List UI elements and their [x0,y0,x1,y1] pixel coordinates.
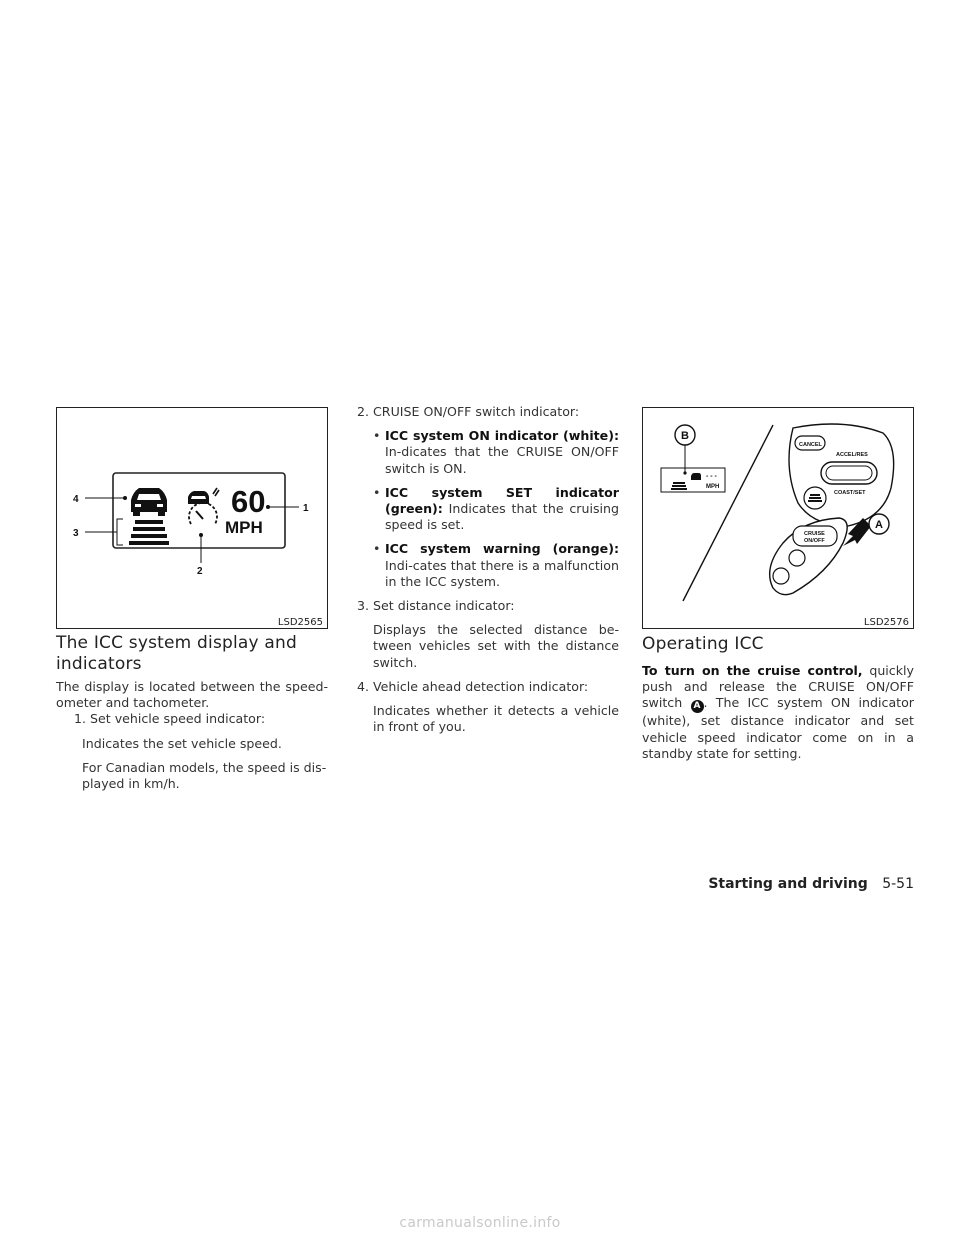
cruise-switch-illustration [643,408,913,628]
callout-a: A [875,519,883,531]
bullet-warning-text: Indi-cates that there is a malfunction in the ICC system. [385,557,619,589]
item-1-label: 1. Set vehicle speed indicator: [74,711,266,727]
intro-paragraph: The display is located between the speed-ometer and tachometer. [56,679,328,711]
figure-code-2: LSD2576 [863,617,909,628]
cancel-label: CANCEL [799,442,822,448]
item-2-label: 2. CRUISE ON/OFF switch indicator: [357,404,580,419]
vehicle-ahead-icon [131,488,167,516]
callout-1: 1 [303,503,309,514]
accel-res-label: ACCEL/RES [836,452,868,458]
mini-dashes: - - - [706,473,717,480]
section-title-operating-icc: Operating ICC [642,634,764,654]
operating-paragraph [642,663,914,762]
item-4-label: 4. Vehicle ahead detection indicator: [357,678,589,694]
operating-text-1: quickly push and release the CRUISE ON/OFF switch [642,663,914,711]
page-number: 5-51 [882,876,914,892]
bullet-warning-title: ICC system warning (orange): [385,541,619,557]
coast-set-label: COAST/SET [834,490,866,496]
bullet-set-title: ICC system SET indicator (green): [385,484,619,517]
icc-display-figure [56,407,328,629]
figure-code: LSD2565 [277,617,323,628]
callout-2: 2 [197,566,203,577]
item-3-text: Displays the selected distance be-tween vehicles set with the distance switch. [373,622,619,670]
item-1-text-2: For Canadian models, the speed is dis-played in km/h. [82,759,327,792]
item-4-text: Indicates whether it detects a vehicle in front of you. [373,703,619,735]
callout-3: 3 [73,528,79,539]
bullet-set-text: Indicates that the cruising speed is set. [385,501,619,533]
cruise-switch-figure [642,407,914,629]
callout-b: B [681,430,689,442]
bullet-warning-indicator: • ICC system warning (orange): Indi-cates that there is a malfunction in the ICC system. [373,541,619,589]
watermark: carmanualsonline.info [399,1215,561,1231]
operating-text-2: . The ICC system ON indicator (white), set distance indicator and set vehicle speed indicator come on in a standby state for setting. [642,695,914,761]
section-title-icc-display: The ICC system display and indicators [56,633,297,674]
page-footer [708,876,914,892]
icc-display-illustration [57,408,327,628]
speed-unit: MPH [225,518,263,537]
cruise-label-2: ON/OFF [804,538,825,544]
item-1-text-1: Indicates the set vehicle speed. [82,735,282,751]
bullet-on-text: In-dicates that the CRUISE ON/OFF switch is ON. [385,444,619,476]
footer-section-title: Starting and driving [708,876,868,892]
item-3-label: 3. Set distance indicator: [357,598,515,614]
mini-unit: MPH [706,484,720,490]
set-speed-value: 60 [231,484,266,519]
switch-a-icon: A [691,700,704,713]
bullet-on-indicator: • ICC system ON indicator (white): In-dicates that the CRUISE ON/OFF switch is ON. [373,428,619,476]
cruise-label-1: CRUISE [804,531,825,537]
callout-4: 4 [73,494,79,505]
bullet-set-indicator: • ICC system SET indicator (green): Indicates that the cruising speed is set. [373,484,619,533]
bullet-on-title: ICC system ON indicator (white): [385,428,619,444]
operating-bold: To turn on the cruise control, [642,663,863,678]
